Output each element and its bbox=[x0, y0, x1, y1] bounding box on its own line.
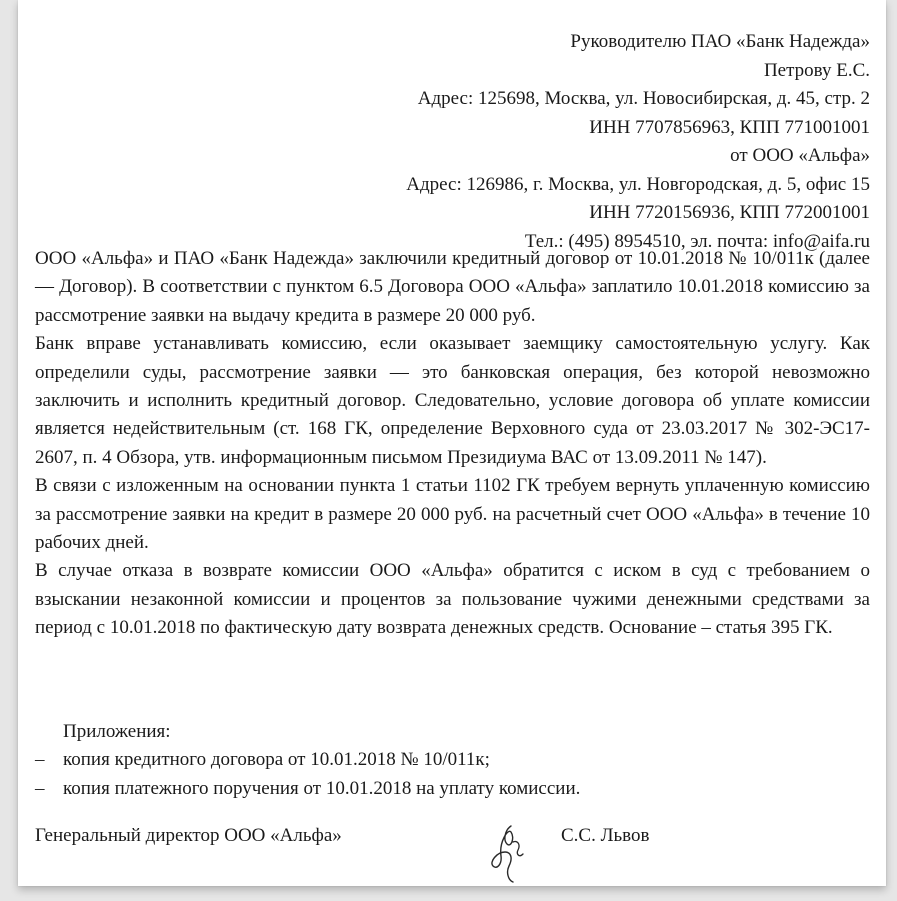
body-paragraph: ООО «Альфа» и ПАО «Банк Надежда» заключили кредитный договор от 10.01.2018 № 10/011к (далее — Договор). В соответствии с пунктом 6.5 Договора ООО «Альфа» заплатило 10.01.2018 комиссию за рассмотрение заявки на выдачу кредита в размере 20 000 руб. bbox=[35, 248, 870, 326]
addressee-line: ИНН 7707856963, КПП 771001001 bbox=[589, 116, 870, 138]
addressee-line: Руководителю ПАО «Банк Надежда» bbox=[570, 31, 870, 52]
letter-body bbox=[35, 245, 870, 643]
addressee-line: Петрову Е.С. bbox=[763, 59, 870, 81]
appendix-block bbox=[35, 718, 870, 803]
sender-line: Тел.: (495) 8954510, эл. почта: info@aifa.ru bbox=[524, 230, 870, 252]
appendix-item-text: копия кредитного договора от 10.01.2018 № 10/011к; bbox=[63, 749, 490, 771]
sender-line: от ООО «Альфа» bbox=[730, 145, 870, 166]
appendix-item bbox=[35, 746, 870, 774]
sender-line: ИНН 7720156936, КПП 772001001 bbox=[589, 202, 870, 223]
appendix-bullet: – bbox=[35, 777, 45, 799]
appendix-item-text: копия платежного поручения от 10.01.2018 на уплату комиссии. bbox=[63, 777, 581, 799]
signatory-name: С.С. Львов bbox=[561, 825, 650, 846]
body-paragraph: В случае отказа в возврате комиссии ООО «Альфа» обратится с иском в суд с требованием о взыскании незаконной комиссии и процентов за пользование чужими денежными средствами за период с 10.01.2018 по фактическую дату возврата денежных средств. Основание – статья 395 ГК. bbox=[35, 560, 870, 639]
appendix-bullet: – bbox=[35, 749, 45, 771]
addressee-block bbox=[310, 28, 870, 256]
addressee-line: Адрес: 125698, Москва, ул. Новосибирская, д. 45, стр. 2 bbox=[417, 88, 870, 109]
signature-row bbox=[35, 822, 870, 886]
sender-line: Адрес: 126986, г. Москва, ул. Новгородская, д. 5, офис 15 bbox=[406, 173, 870, 195]
signatory-position: Генеральный директор ООО «Альфа» bbox=[35, 825, 342, 846]
body-paragraph: Банк вправе устанавливать комиссию, если оказывает заемщику самостоятельную услугу. Как определили суды, рассмотрение заявки — это банковская операция, без которой невозможно заключить и исполнить кредитный договор. Следовательно, условие договора об уплате комиссии является недействительным (ст. 168 ГК, определение Верховного суда от 23.03.2017 № 302-ЭС17-2607, п. 4 Обзора, утв. информационным письмом Президиума ВАС от 13.09.2011 № 147). bbox=[35, 333, 870, 468]
appendix-item bbox=[35, 775, 870, 803]
body-paragraph: В связи с изложенным на основании пункта 1 статьи 1102 ГК требуем вернуть уплаченную комиссию за рассмотрение заявки на кредит в размере 20 000 руб. на расчетный счет ООО «Альфа» в течение 10 рабочих дней. bbox=[35, 475, 870, 554]
handwritten-signature bbox=[475, 822, 545, 886]
appendix-title: Приложения: bbox=[63, 721, 171, 742]
letter-page bbox=[18, 0, 886, 886]
